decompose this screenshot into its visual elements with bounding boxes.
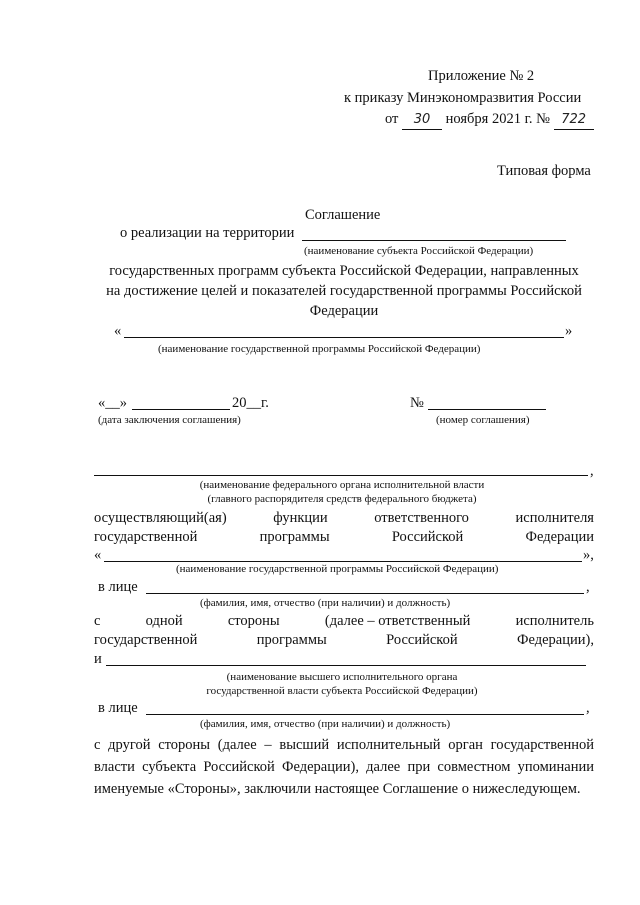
program-quote-close: » (565, 323, 573, 339)
title-line-1: государственных программ субъекта Российской Федерации, направленных (109, 263, 579, 279)
handwritten-day: 30 (402, 111, 442, 130)
federal-body-comma: , (590, 463, 594, 479)
territory-prefix: о реализации на территории (120, 225, 295, 241)
territory-blank (302, 240, 566, 241)
party1-person-caption: (фамилия, имя, отчество (при наличии) и должность) (200, 597, 451, 609)
closing-paragraph: с другой стороны (далее – высший исполнительный орган государственной власти субъекта Российской Федерации), далее при совместном упоминании именуемые «Стороны», заключили настоящее Соглашение о нижеследующем. (94, 737, 594, 797)
word: Федерации), (517, 632, 594, 648)
date-month-blank (132, 409, 230, 410)
word: Российской (391, 529, 464, 545)
word: государственной (94, 529, 198, 545)
word: одной (145, 613, 183, 629)
word: исполнителя (515, 510, 594, 526)
number-sign: № (410, 395, 424, 411)
party1-person-blank (146, 593, 584, 594)
party2-person-comma: , (586, 700, 590, 716)
word: государственной (94, 632, 198, 648)
party1-row-3 (94, 612, 594, 630)
date-rest: ноября 2021 г. № (445, 111, 551, 127)
date-day-blank: «__» (98, 395, 127, 411)
agreement-title: Соглашение (305, 207, 381, 223)
federal-body-blank (94, 475, 588, 476)
party1-row-1 (94, 509, 594, 527)
form-type: Типовая форма (497, 163, 591, 179)
party1-person-comma: , (586, 579, 590, 595)
date-prefix: от (385, 111, 399, 127)
word: стороны (227, 613, 280, 629)
date-year: 20__г. (232, 395, 269, 411)
word: с (94, 613, 101, 629)
party1-row-4 (94, 631, 594, 649)
party2-person-caption: (фамилия, имя, отчество (при наличии) и должность) (200, 718, 451, 730)
word: Российской (386, 632, 458, 648)
party1-in-person: в лице (98, 579, 138, 595)
program-caption: (наименование государственной программы Российской Федерации) (158, 343, 481, 355)
order-reference: к приказу Минэкономразвития России (344, 90, 582, 106)
word: осуществляющий(ая) (94, 510, 227, 526)
party2-in-person: в лице (98, 700, 138, 716)
party1-quote-close: », (583, 547, 594, 563)
party2-and: и (94, 651, 102, 667)
word: программы (259, 529, 330, 545)
date-caption: (дата заключения соглашения) (98, 414, 241, 426)
word: (далее – ответственный (324, 613, 471, 629)
appendix-number: Приложение № 2 (428, 68, 535, 84)
territory-caption: (наименование субъекта Российской Федерации) (304, 245, 534, 257)
agreement-number-blank (428, 409, 546, 410)
word: исполнитель (515, 613, 594, 629)
number-caption: (номер соглашения) (436, 414, 530, 426)
title-line-2: на достижение целей и показателей государственной программы Российской (106, 283, 582, 299)
handwritten-order-number: 722 (554, 111, 594, 130)
federal-body-caption-2: (главного распорядителя средств федерального бюджета) (207, 493, 477, 505)
word: программы (256, 632, 327, 648)
federal-body-caption-1: (наименование федерального органа исполнительной власти (199, 479, 485, 491)
party1-program-caption: (наименование государственной программы Российской Федерации) (176, 563, 499, 575)
word: ответственного (374, 510, 469, 526)
regional-body-blank (106, 665, 586, 666)
party1-row-2 (94, 528, 594, 546)
title-line-3: Федерации (309, 303, 379, 319)
party2-person-blank (146, 714, 584, 715)
word: Федерации (525, 529, 594, 545)
order-date-line (385, 110, 594, 130)
regional-body-caption-1: (наименование высшего исполнительного органа (226, 671, 458, 683)
word: функции (273, 510, 328, 526)
program-quote-open: « (114, 323, 122, 339)
program-blank (124, 337, 564, 338)
party1-quote-open: « (94, 547, 102, 563)
regional-body-caption-2: государственной власти субъекта Российской Федерации) (206, 685, 478, 697)
